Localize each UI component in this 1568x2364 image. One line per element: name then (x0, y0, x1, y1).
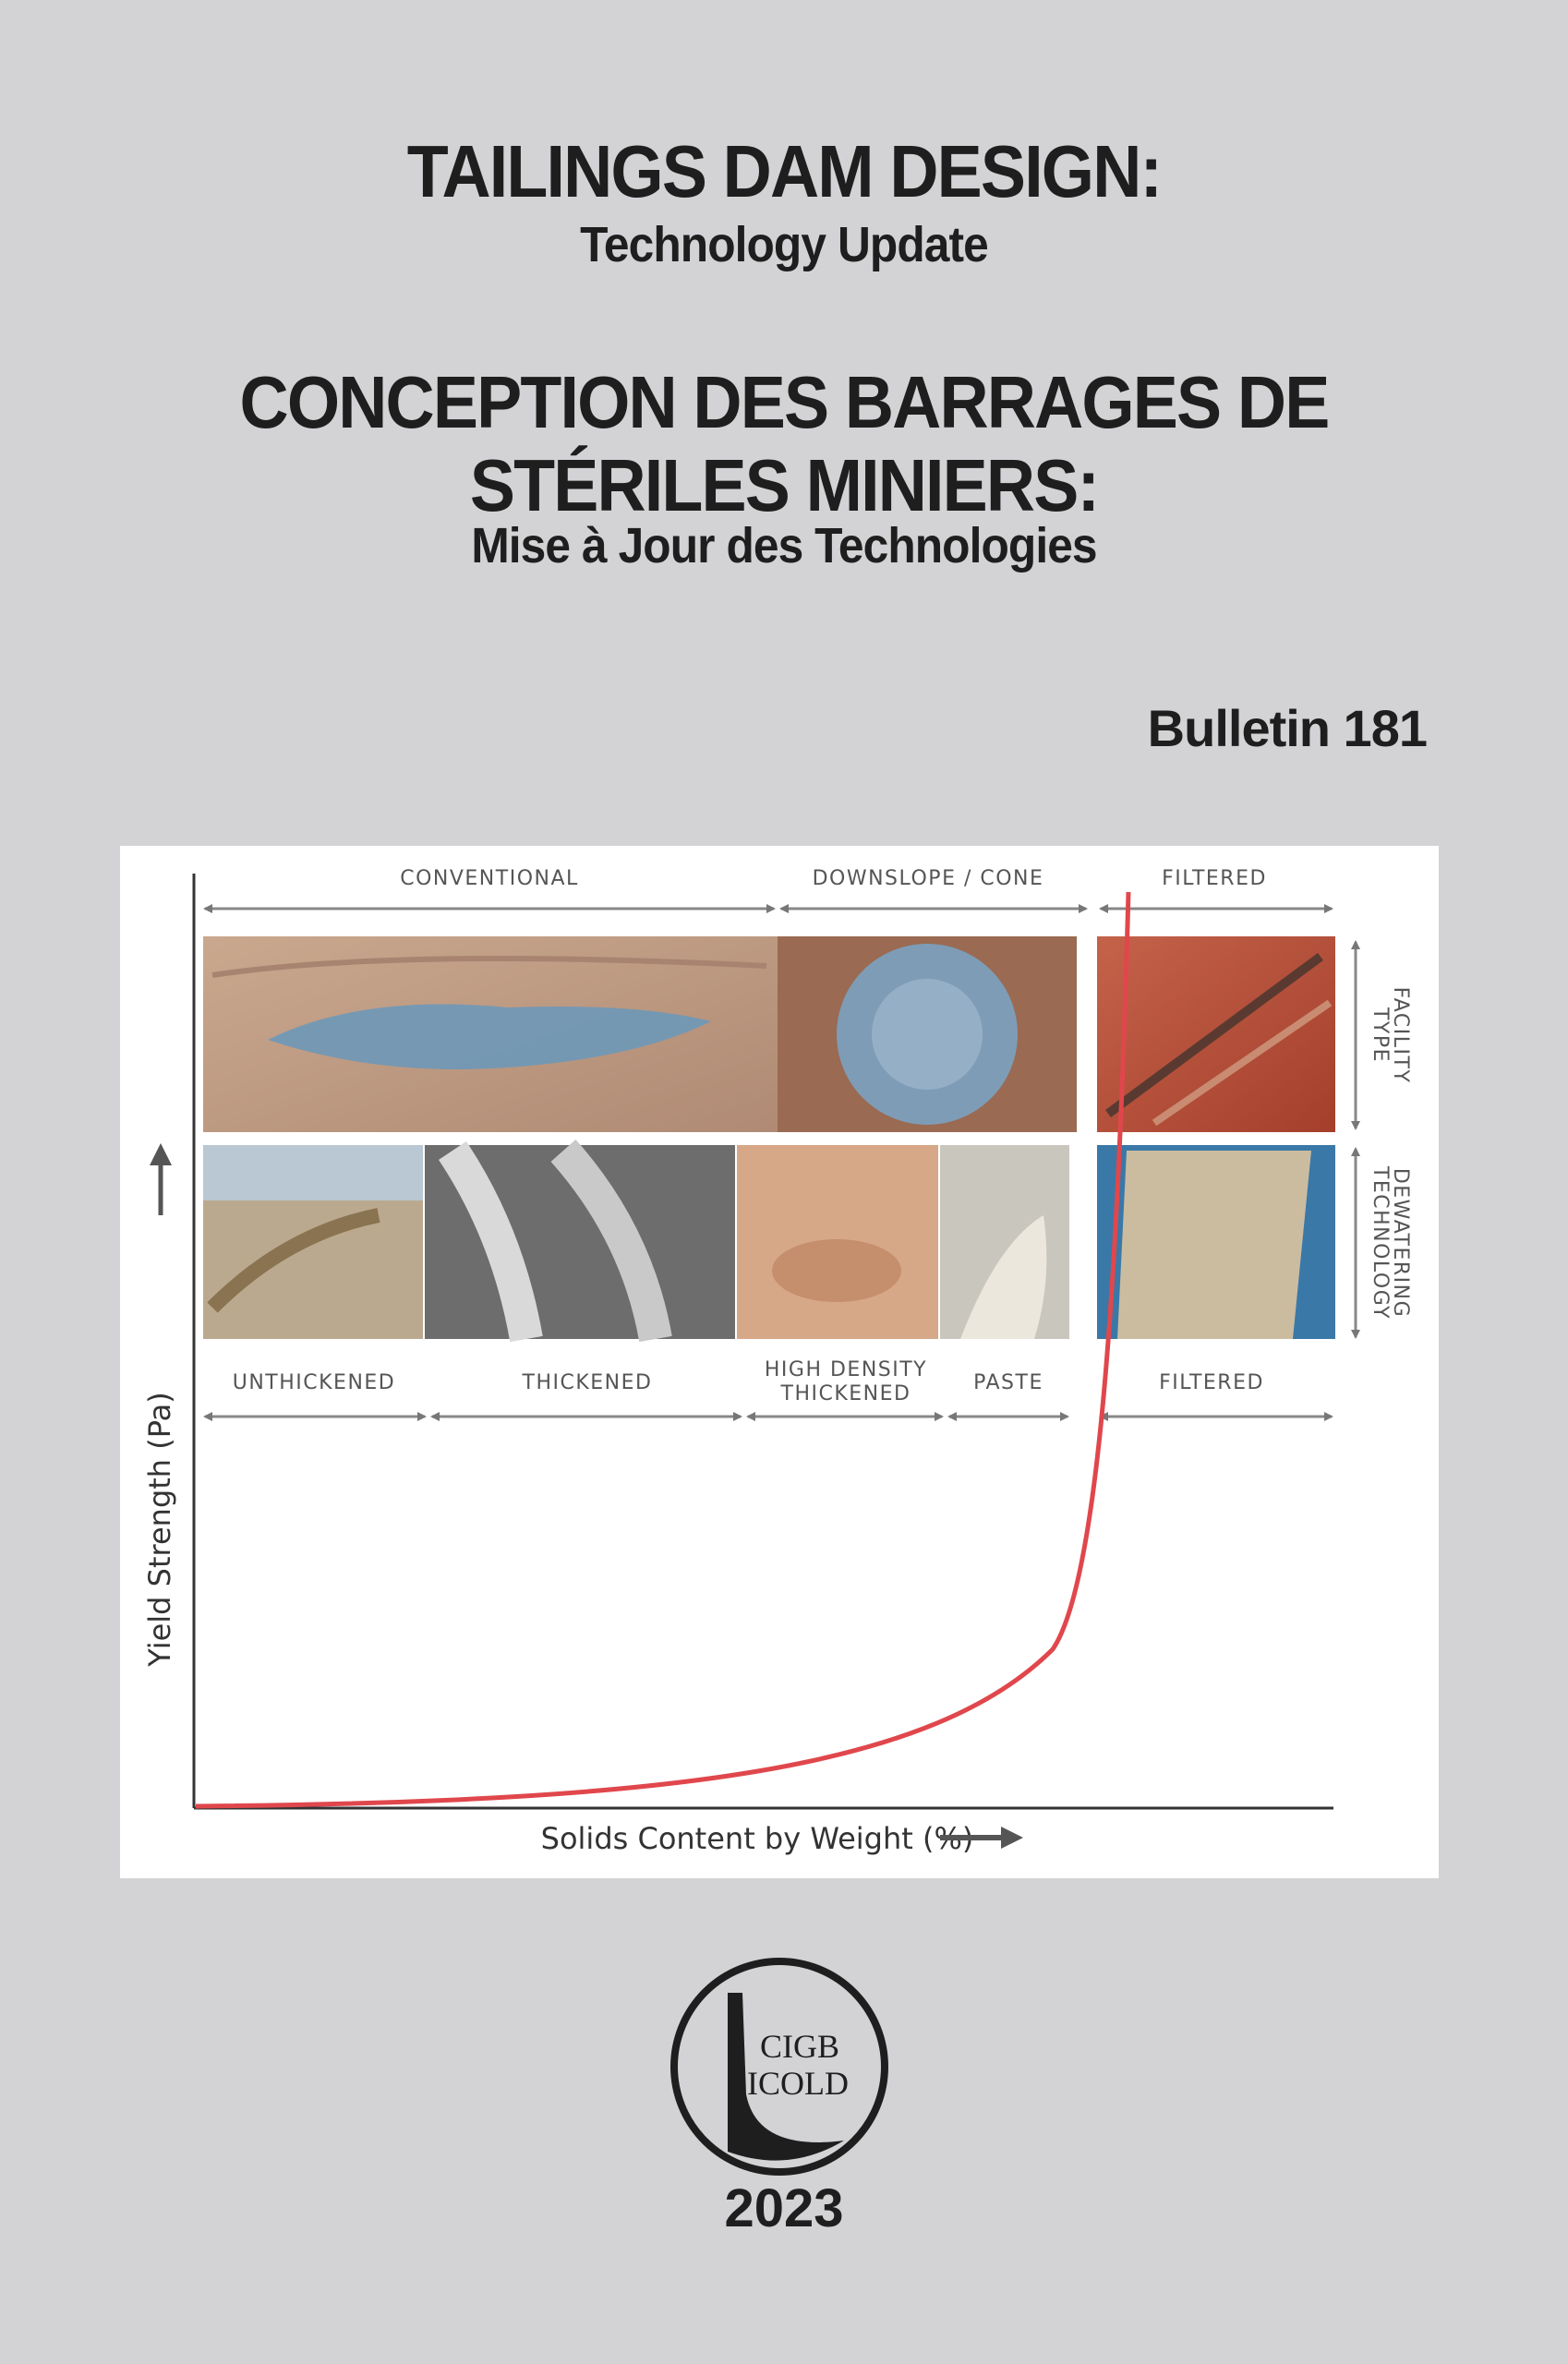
label-dewatering: DEWATERING (1389, 1167, 1412, 1319)
label-conventional: CONVENTIONAL (400, 867, 579, 890)
bulletin-number: Bulletin 181 (1147, 699, 1427, 757)
logo-cigb: CIGB (759, 2028, 840, 2065)
subtitle-french: Mise à Jour des Technologies (471, 518, 1097, 573)
title-english: TAILINGS DAM DESIGN: (406, 130, 1162, 212)
figure-svg (120, 846, 1439, 1878)
label-type: TYPE (1369, 1007, 1392, 1064)
label-high-density: HIGH DENSITY (764, 1358, 928, 1381)
label-thickened-2: THICKENED (780, 1382, 911, 1405)
label-filtered-top: FILTERED (1162, 867, 1267, 890)
dewatering-photos (203, 1145, 1335, 1339)
icold-logo (669, 1956, 890, 2177)
publication-year: 2023 (724, 2178, 844, 2238)
label-paste: PASTE (973, 1371, 1043, 1394)
logo-icold: ICOLD (747, 2065, 849, 2102)
label-downslope-cone: DOWNSLOPE / CONE (812, 867, 1044, 890)
title-french-line2: STÉRILES MINIERS: (469, 444, 1099, 526)
x-axis-label: Solids Content by Weight (%) (540, 1821, 974, 1856)
y-axis-arrow (150, 1143, 172, 1215)
facility-photos (203, 936, 1335, 1132)
label-thickened: THICKENED (522, 1371, 653, 1394)
cover-figure (120, 846, 1439, 1878)
label-unthickened: UNTHICKENED (232, 1371, 396, 1394)
y-axis-label: Yield Strength (Pa) (142, 1392, 177, 1667)
label-filtered-bottom: FILTERED (1159, 1371, 1264, 1394)
label-technology: TECHNOLOGY (1369, 1165, 1392, 1321)
subtitle-english: Technology Update (580, 217, 988, 272)
title-french-line1: CONCEPTION DES BARRAGES DE (239, 361, 1329, 443)
label-facility: FACILITY (1389, 986, 1412, 1084)
